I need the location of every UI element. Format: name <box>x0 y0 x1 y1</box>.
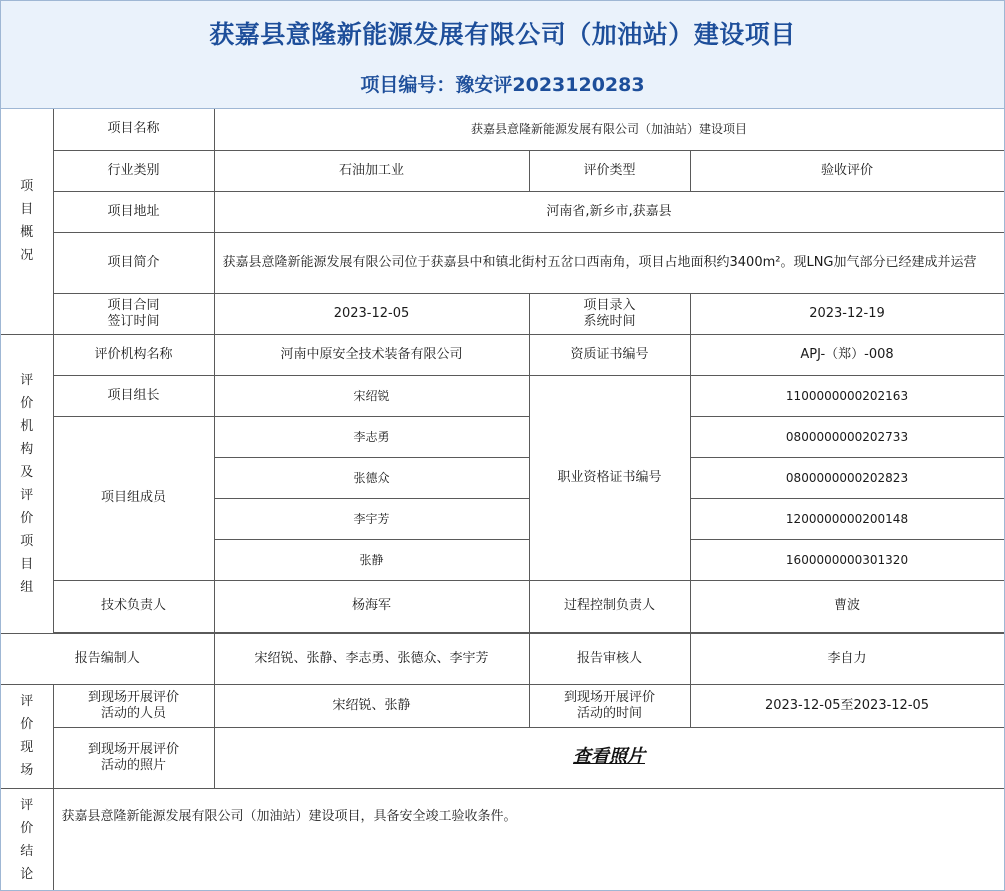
eval-type-value: 验收评价 <box>690 150 1004 191</box>
section-conclusion <box>1 788 53 891</box>
brief-value: 获嘉县意隆新能源发展有限公司位于获嘉县中和镇北街村五岔口西南角，项目占地面积约3400m²。现LNG加气部分已经建成并运营 <box>214 232 1004 293</box>
site-photo-label-line1: 到现场开展评价 <box>87 741 179 757</box>
entry-time-value: 2023-12-19 <box>690 293 1004 334</box>
cert-no-value: APJ-（郑）-008 <box>690 334 1004 375</box>
section-label-char: 况 <box>20 248 34 264</box>
project-name-value: 获嘉县意隆新能源发展有限公司（加油站）建设项目 <box>214 109 1004 150</box>
section-label-char: 评 <box>20 694 34 709</box>
contract-time-label-line1: 项目合同 <box>107 297 160 313</box>
site-photo-label-line2: 活动的照片 <box>100 757 166 773</box>
view-photos-link[interactable]: 查看照片 <box>573 745 645 767</box>
section-label-char: 项 <box>20 179 34 195</box>
section-label-char: 概 <box>20 225 34 241</box>
site-time-label-line2: 活动的时间 <box>576 705 642 721</box>
industry-label: 行业类别 <box>53 150 214 191</box>
section-org <box>1 334 53 633</box>
project-info-table <box>1 109 1005 891</box>
eval-type-label: 评价类型 <box>529 150 690 191</box>
entry-time-label-line2: 系统时间 <box>583 313 636 329</box>
process-lead-value: 曹波 <box>690 580 1004 632</box>
page-header <box>1 1 1004 109</box>
industry-value: 石油加工业 <box>214 150 529 191</box>
members-label: 项目组成员 <box>53 416 214 580</box>
section-label-char: 及 <box>20 464 34 480</box>
entry-time-label <box>529 293 690 334</box>
section-overview <box>1 109 53 334</box>
address-value: 河南省,新乡市,获嘉县 <box>214 191 1004 232</box>
team-member-cert: 1100000000202163 <box>690 375 1004 416</box>
team-member-cert: 1200000000200148 <box>690 498 1004 539</box>
report-author-label: 报告编制人 <box>1 633 214 684</box>
section-label-char: 评 <box>20 798 34 813</box>
site-time-label <box>529 684 690 727</box>
section-label-char: 目 <box>20 556 34 572</box>
site-photo-label <box>53 727 214 788</box>
section-label-char: 结 <box>20 844 34 859</box>
section-label-char: 现 <box>20 740 34 755</box>
site-people-label-line2: 活动的人员 <box>100 705 166 721</box>
section-label-char: 构 <box>20 441 34 457</box>
brief-label: 项目简介 <box>53 232 214 293</box>
leader-label: 项目组长 <box>53 375 214 416</box>
tech-lead-value: 杨海军 <box>214 580 529 632</box>
section-label-char: 价 <box>20 821 34 836</box>
section-site <box>1 684 53 788</box>
qualification-label: 职业资格证书编号 <box>529 375 690 580</box>
address-label: 项目地址 <box>53 191 214 232</box>
site-time-label-line1: 到现场开展评价 <box>563 689 655 705</box>
conclusion-value: 获嘉县意隆新能源发展有限公司（加油站）建设项目，具备安全竣工验收条件。 <box>53 788 1004 891</box>
team-member-cert: 0800000000202823 <box>690 457 1004 498</box>
team-member-name: 宋绍锐 <box>214 375 529 416</box>
process-lead-label: 过程控制负责人 <box>529 580 690 632</box>
section-label-char: 场 <box>20 763 34 778</box>
site-photo-cell <box>214 727 1004 788</box>
cert-no-label: 资质证书编号 <box>529 334 690 375</box>
section-conclusion-label <box>1 794 53 886</box>
team-member-name: 张德众 <box>214 457 529 498</box>
team-member-name: 李宇芳 <box>214 498 529 539</box>
page-title: 获嘉县意隆新能源发展有限公司（加油站）建设项目 <box>209 20 796 49</box>
tech-lead-label: 技术负责人 <box>53 580 214 632</box>
section-label-char: 价 <box>20 510 34 526</box>
section-org-label <box>1 369 53 599</box>
site-people-label-line1: 到现场开展评价 <box>87 689 179 705</box>
project-code: 项目编号：豫安评2023120283 <box>360 74 645 96</box>
section-label-char: 评 <box>20 372 34 388</box>
report-reviewer-label: 报告审核人 <box>529 633 690 684</box>
entry-time-label-line1: 项目录入 <box>583 297 636 313</box>
contract-time-label-line2: 签订时间 <box>107 313 160 329</box>
section-label-char: 评 <box>20 487 34 503</box>
team-member-name: 张静 <box>214 539 529 580</box>
section-overview-label <box>1 175 53 267</box>
section-label-char: 组 <box>20 579 34 595</box>
site-people-value: 宋绍锐、张静 <box>214 684 529 727</box>
contract-time-label <box>53 293 214 334</box>
report-reviewer-value: 李自力 <box>690 633 1004 684</box>
section-label-char: 目 <box>20 202 34 218</box>
site-time-value: 2023-12-05至2023-12-05 <box>690 684 1004 727</box>
section-label-char: 项 <box>20 533 34 549</box>
section-label-char: 价 <box>20 395 34 411</box>
project-name-label: 项目名称 <box>53 109 214 150</box>
contract-time-value: 2023-12-05 <box>214 293 529 334</box>
section-label-char: 机 <box>20 418 34 434</box>
team-member-name: 李志勇 <box>214 416 529 457</box>
site-people-label <box>53 684 214 727</box>
section-site-label <box>1 690 53 782</box>
report-author-value: 宋绍锐、张静、李志勇、张德众、李宇芳 <box>214 633 529 684</box>
org-name-value: 河南中原安全技术装备有限公司 <box>214 334 529 375</box>
section-label-char: 论 <box>20 867 34 882</box>
section-label-char: 价 <box>20 717 34 732</box>
team-member-cert: 0800000000202733 <box>690 416 1004 457</box>
org-name-label: 评价机构名称 <box>53 334 214 375</box>
team-member-cert: 1600000000301320 <box>690 539 1004 580</box>
